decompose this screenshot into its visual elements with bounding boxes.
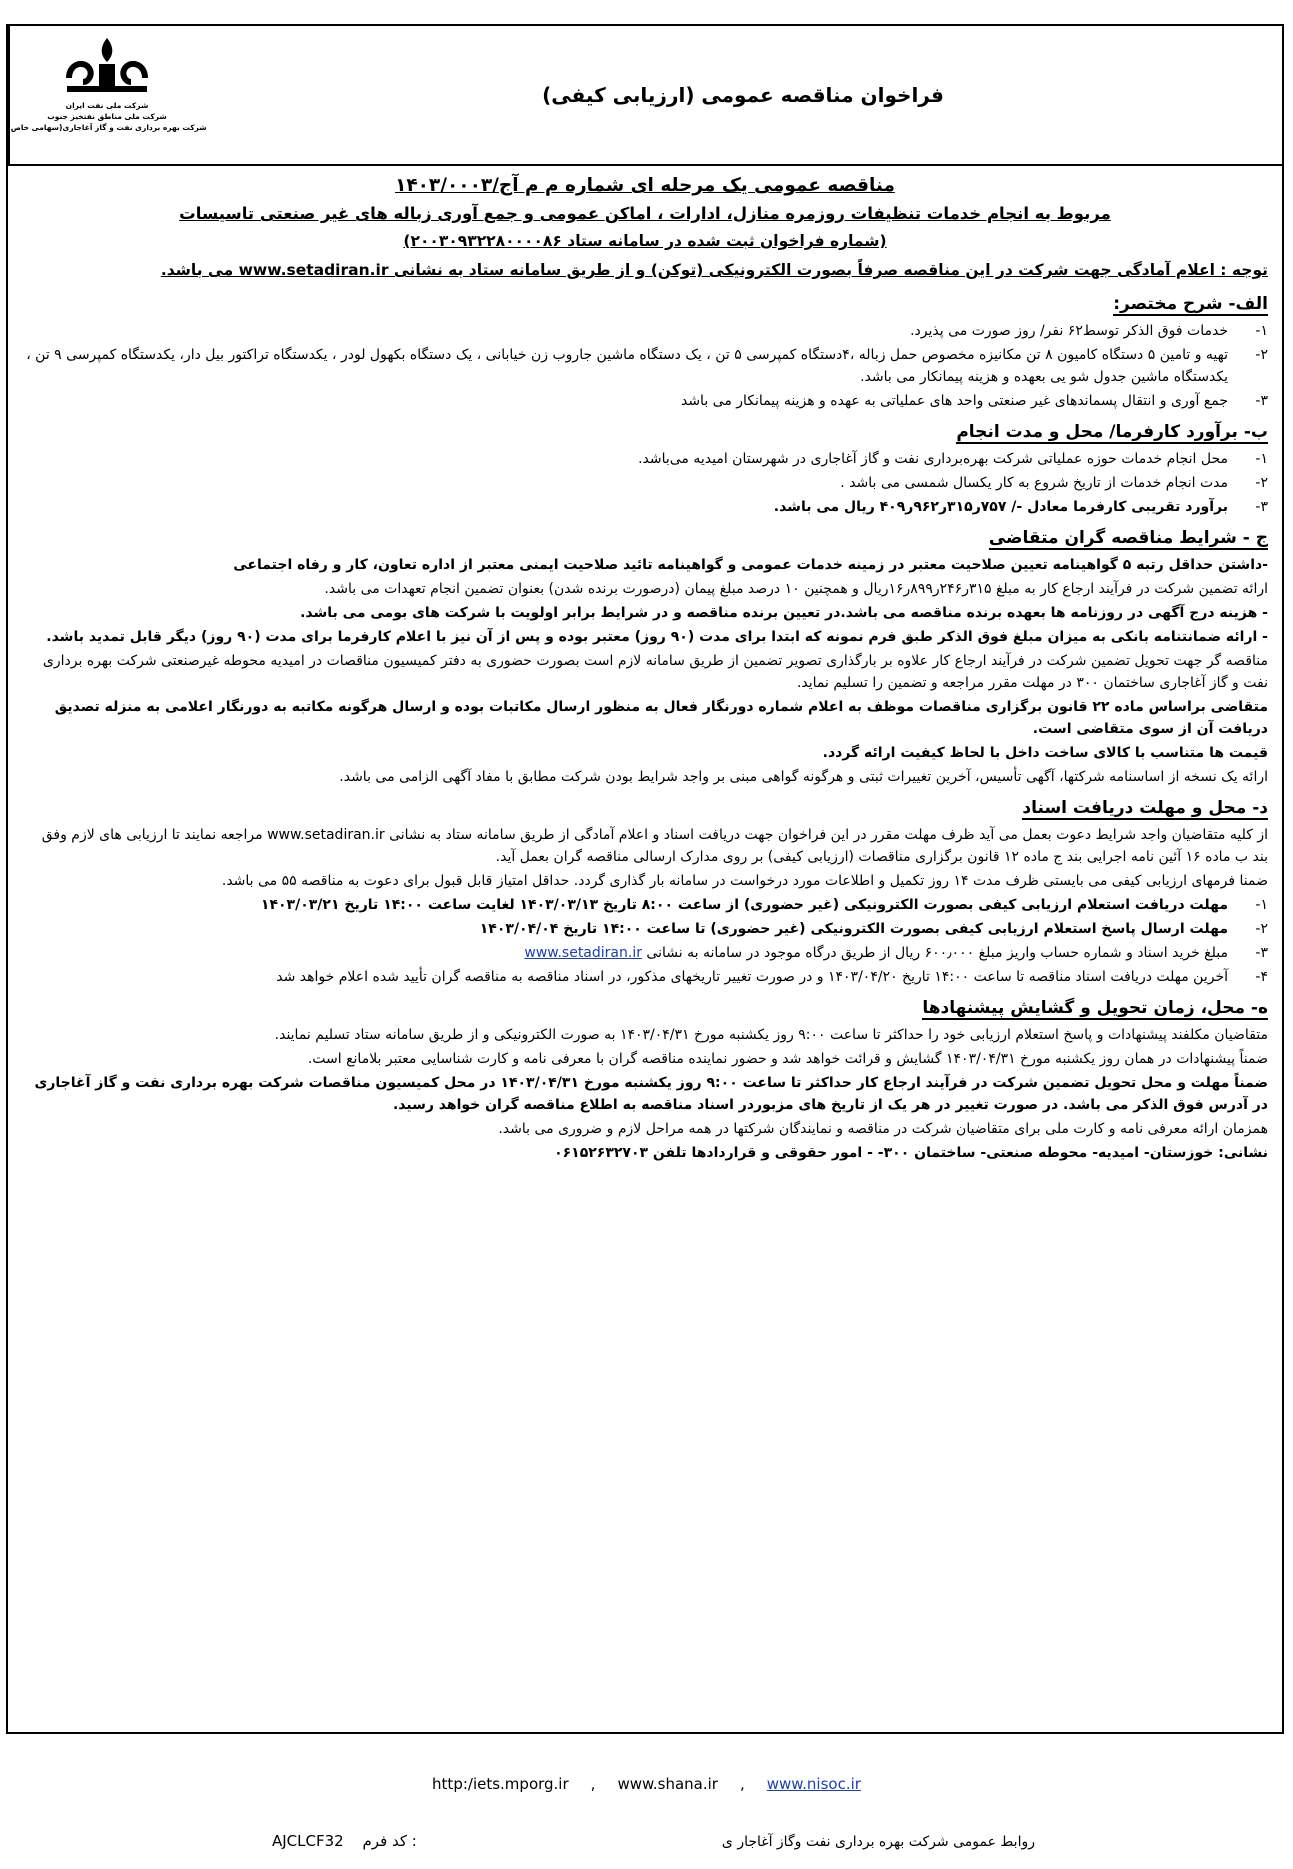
link-separator: , xyxy=(590,1775,596,1793)
notice-title: فراخوان مناقصه عمومی (ارزیابی کیفی) xyxy=(542,83,944,107)
registration-note: توجه : اعلام آمادگی جهت شرکت در این مناقصه صرفاً بصورت الکترونیکی (توکن) و از طریق سامانه ستاد به نشانی www.setadiran.ir می باشد. xyxy=(160,261,1268,279)
footer-links xyxy=(0,1775,1293,1793)
section-c-paragraph: - ارائه ضمانتنامه بانکی به میزان مبلغ فوق الذکر طبق فرم نمونه که ابتدا برای مدت (۹۰ روز) معتبر بوده و پس از آن نیز با اعلام کارفرما برای مدت (۹۰ روز) دیگر قابل تمدید باشد. xyxy=(46,629,1268,645)
logo-line-3: شرکت بهره برداری نفت و گاز آغاجاری(سهامی خاص) xyxy=(7,123,207,132)
section-b-item: ۲- مدت انجام خدمات از تاریخ شروع به کار یکسال شمسی می باشد . xyxy=(840,475,1268,491)
section-e-paragraph: ضمناً مهلت و محل تحویل تضمین شرکت در فرآیند ارجاع کار حداکثر تا ساعت ۹:۰۰ روز یکشنبه مورخ ۱۴۰۳/۰۴/۳۱ در محل کمیسیون مناقصات شرکت بهره برداری نفت و گاز آغاجاری در آدرس فوق الذکر می باشد. در صورت تغییر در هر یک از تاریخ های مزبوردر اسناد مناقصه به اطلاع مناقصه گران خواهد رسید. xyxy=(34,1075,1268,1113)
setadiran-link[interactable]: www.setadiran.ir xyxy=(524,945,642,961)
company-logo xyxy=(7,26,207,164)
logo-line-1: شرکت ملی نفت ایران xyxy=(65,101,149,110)
section-a-item: ۲- تهیه و تامین ۵ دستگاه کامیون ۸ تن مکانیزه مخصوص حمل زباله ،۴دستگاه کمپرسی ۵ تن ، یک دستگاه ماشین جاروب زن خیابانی ، یک دستگاه بکهول لودر ، یکدستگاه تراکتور بیل دار، یکدستگاه کمپرسی ۹ تن ، یکدستگاه ماشین جدول شو یی بعهده و هزینه پیمانکار می باشد. xyxy=(26,347,1268,385)
section-b-title: ب- برآورد کارفرما/ محل و مدت انجام xyxy=(956,422,1268,442)
nioc-emblem-icon xyxy=(59,34,155,100)
section-c-title: ج - شرایط مناقصه گران متقاضی xyxy=(988,528,1268,548)
section-e-paragraph: متقاضیان مکلفند پیشنهادات و پاسخ استعلام ارزیابی خود را حداکثر تا ساعت ۹:۰۰ روز یکشنبه مورخ ۱۴۰۳/۰۴/۳۱ به صورت الکترونیکی و از طریق سامانه ستاد تسلیم نمایند. xyxy=(274,1027,1268,1043)
tender-number: مناقصه عمومی یک مرحله ای شماره م م آج/۱۴۰۳/۰۰۰۳ xyxy=(395,175,895,196)
notice-header xyxy=(8,26,1282,166)
section-c-paragraph: مناقصه گر جهت تحویل تضمین شرکت در فرآیند ارجاع کار علاوه بر بارگذاری تصویر تضمین از طریق سامانه لازم است بصورت حضوری به دفتر کمیسیون مناقصات در امیدیه محوطه غیرصنعتی شرکت بهره برداری نفت و گاز آغاجاری ساختمان ۳۰۰ در مهلت مقرر مراجعه و تضمین را تسلیم نماید. xyxy=(42,653,1268,691)
section-d-item: ۲- مهلت ارسال پاسخ استعلام ارزیابی کیفی بصورت الکترونیکی (غیر حضوری) تا ساعت ۱۴:۰۰ تاریخ ۱۴۰۳/۰۴/۰۴ xyxy=(479,921,1268,937)
section-c-paragraph: قیمت ها متناسب با کالای ساخت داخل با لحاظ کیفیت ارائه گردد. xyxy=(822,745,1268,761)
iets-link[interactable]: http:/iets.mporg.ir xyxy=(432,1775,569,1793)
public-relations-signature: روابط عمومی شرکت بهره برداری نفت وگاز آغاجار ی xyxy=(721,1834,1035,1850)
notice-body xyxy=(8,172,1282,1164)
section-d-intro: از کلیه متقاضیان واجد شرایط دعوت بعمل می آید ظرف مهلت مقرر در این فراخوان جهت دریافت اسناد و اعلام آمادگی از طریق سامانه ستاد به نشانی www.setadiran.ir مراجعه نمایند تا ارزیابی های لازم وفق بند ب ماده ۱۶ آئین نامه اجرایی بند ج ماده ۱۲ قانون برگزاری مناقصات (ارزیابی کیفی) بر روی مدارک ارسالی مناقصه گران بعمل آید. xyxy=(41,827,1268,865)
nisoc-link[interactable]: www.nisoc.ir xyxy=(766,1775,861,1793)
shana-link[interactable]: www.shana.ir xyxy=(617,1775,718,1793)
tender-subject: مربوط به انجام خدمات تنظیفات روزمره منازل، ادارات ، اماکن عمومی و جمع آوری زباله های غیر صنعتی تاسیسات xyxy=(179,204,1111,223)
section-d-item: ۳- مبلغ خرید اسناد و شماره حساب واریز مبلغ ۶۰۰٫۰۰۰ ریال از طریق درگاه موجود در سامانه به نشانی www.setadiran.ir xyxy=(524,945,1268,961)
form-code-value: AJCLCF32 xyxy=(272,1832,344,1850)
logo-line-2: شرکت ملی مناطق نفتخیز جنوب xyxy=(47,112,167,121)
section-e-paragraph: همزمان ارائه معرفی نامه و کارت ملی برای متقاضیان شرکت در مناقصه و نمایندگان شرکتها در همه مراحل لازم و ضروری می باشد. xyxy=(498,1121,1268,1137)
section-e-title: ه- محل، زمان تحویل و گشایش پیشنهادها xyxy=(922,998,1268,1018)
section-c-paragraph: ارائه تضمین شرکت در فرآیند ارجاع کار به مبلغ ۳۱۵ر۲۴۶ر۸۹۹ر۱۶ریال و همچنین ۱۰ درصد مبلغ پیمان (درصورت برنده شدن) بعنوان تضمین انجام تعهدات می باشد. xyxy=(324,581,1268,597)
section-a-item: ۱- خدمات فوق الذکر توسط۶۲ نفر/ روز صورت می پذیرد. xyxy=(910,323,1268,339)
tender-portal-number: (شماره فراخوان ثبت شده در سامانه ستاد ۲۰۰۳۰۹۳۲۲۸۰۰۰۰۸۶) xyxy=(403,232,887,250)
section-a-item: ۳- جمع آوری و انتقال پسماندهای غیر صنعتی واحد های عملیاتی به عهده و هزینه پیمانکار می باشد xyxy=(680,393,1268,409)
form-code xyxy=(272,1832,417,1850)
section-a-title: الف- شرح مختصر: xyxy=(1113,294,1268,314)
section-d-item: ۴- آخرین مهلت دریافت اسناد مناقصه تا ساعت ۱۴:۰۰ تاریخ ۱۴۰۳/۰۴/۲۰ و در صورت تغییر تاریخهای مذکور، در اسناد مناقصه به مناقصه گران تأیید شده اعلام خواهد شد xyxy=(276,969,1268,985)
section-e-paragraph: ضمناً پیشنهادات در همان روز یکشنبه مورخ ۱۴۰۳/۰۴/۳۱ گشایش و قرائت خواهد شد و حضور نماینده مناقصه گران با معرفی نامه و کارت شناسایی معتبر بلامانع است. xyxy=(307,1051,1268,1067)
section-d-note: ضمنا فرمهای ارزیابی کیفی می بایستی ظرف مدت ۱۴ روز تکمیل و اطلاعات مورد درخواست در سامانه بار گذاری گردد. حداقل امتیاز قابل قبول برای دعوت به مناقصه ۵۵ می باشد. xyxy=(221,873,1268,889)
section-b-item: ۳- برآورد تقریبی کارفرما معادل -/ ۷۵۷ر۳۱۵ر۹۶۲ر۴۰۹ ریال می باشد. xyxy=(773,499,1268,515)
section-b-item: ۱- محل انجام خدمات حوزه عملیاتی شرکت بهره‌برداری نفت و گاز آغاجاری در شهرستان امیدیه می‌باشد. xyxy=(638,451,1268,467)
section-c-paragraph: متقاضی براساس ماده ۲۲ قانون برگزاری مناقصات موظف به اعلام شماره دورنگار فعال به منظور ارسال مکاتبات بوده و ارسال هرگونه مکاتبه به دورنگار اعلامی به منزله تصدیق دریافت آن از سوی متقاضی است. xyxy=(54,699,1268,737)
link-separator: , xyxy=(739,1775,745,1793)
address-line: نشانی: خوزستان- امیدیه- محوطه صنعتی- ساختمان ۳۰۰- - امور حقوقی و قراردادها تلفن ۰۶۱۵۲۶۳۲۷۰۳ xyxy=(554,1145,1268,1161)
section-d-title: د- محل و مهلت دریافت اسناد xyxy=(1022,798,1268,818)
form-code-label: کد فرم : xyxy=(362,1832,417,1850)
notice-frame xyxy=(6,24,1284,1734)
section-c-paragraph: ارائه یک نسخه از اساسنامه شرکتها، آگهی تأسیس، آخرین تغییرات ثبتی و هرگونه گواهی مبنی بر واجد شرایط بودن شرکت مطابق با مفاد آگهی الزامی می باشد. xyxy=(339,769,1268,785)
section-d-item: ۱- مهلت دریافت استعلام ارزیابی کیفی بصورت الکترونیکی (غیر حضوری) از ساعت ۸:۰۰ تاریخ ۱۴۰۳/۰۳/۱۳ لغایت ساعت ۱۴:۰۰ تاریخ ۱۴۰۳/۰۳/۲۱ xyxy=(260,897,1268,913)
section-c-paragraph: -داشتن حداقل رتبه ۵ گواهینامه تعیین صلاحیت معتبر در زمینه خدمات عمومی و گواهینامه تائید صلاحیت ایمنی معتبر از اداره تعاون، کار و رفاه اجتماعی xyxy=(233,557,1268,573)
section-c-paragraph: - هزینه درج آگهی در روزنامه ها بعهده برنده مناقصه می باشد.در تعیین برنده مناقصه و در شرایط برابر اولویت با شرکت های بومی می باشد. xyxy=(300,605,1268,621)
